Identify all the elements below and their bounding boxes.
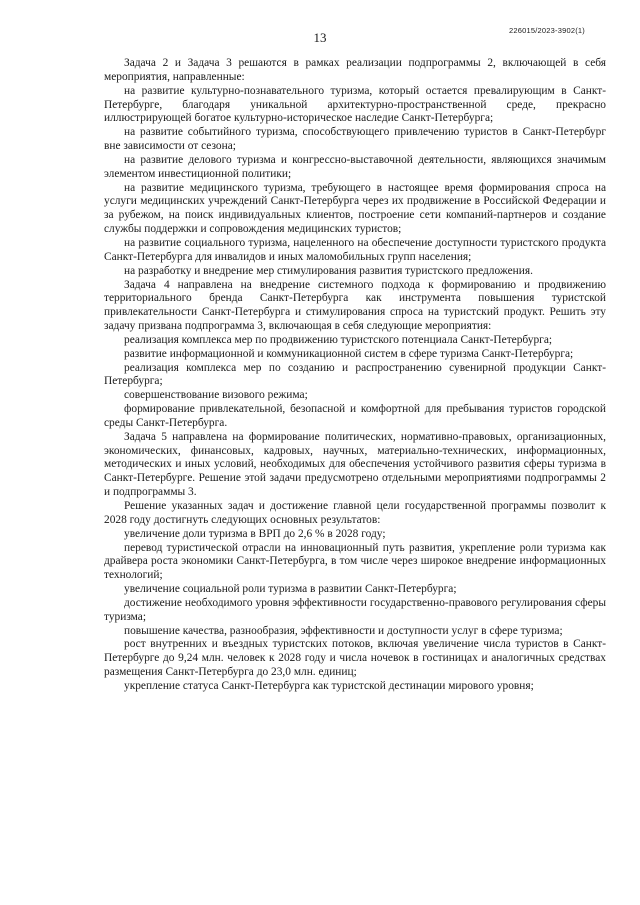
paragraph: совершенствование визового режима; [124,389,308,402]
paragraph: Задача 5 направлена на формирование политических, нормативно-правовых, организационных, экономических, финансовых, кадровых, научных, материально-технических, информационных, методических и иных условий, необходимых для обеспечения устойчивого развития сферы туризма в Санкт-Петербурге. Решение этой задачи предусмотрено отдельными мероприятиями подпрограммы 2 и подпрограммы 3. [104,430,606,499]
paragraph: укрепление статуса Санкт-Петербурга как туристской дестинации мирового уровня; [124,679,534,692]
paragraph: Задача 4 направлена на внедрение системного подхода к формированию и продвижению территориального бренда Санкт-Петербурга как инструмента повышения туристской привлекательности Санкт-Петербурга и стимулирования спроса на туристский продукт. Решить эту задачу призвана подпрограмма 3, включающая в себя следующие мероприятия: [104,278,606,333]
paragraph: на развитие культурно-познавательного туризма, который остается превалирующим в Санкт-Петербурге, благодаря уникальной архитектурно-пространственной среде, прекрасно иллюстрирующей богатое культурно-историческое наследие Санкт-Петербурга; [104,84,606,125]
paragraph: формирование привлекательной, безопасной и комфортной для пребывания туристов городской среды Санкт-Петербурга. [104,403,606,429]
paragraph: увеличение социальной роли туризма в развитии Санкт-Петербурга; [124,583,457,596]
paragraph: увеличение доли туризма в ВРП до 2,6 % в 2028 году; [124,527,386,540]
paragraph: повышение качества, разнообразия, эффективности и доступности услуг в сфере туризма; [124,624,563,637]
paragraph: развитие информационной и коммуникационной систем в сфере туризма Санкт-Петербурга; [124,347,574,360]
paragraph: Решение указанных задач и достижение главной цели государственной программы позволит к 2028 году достигнуть следующих основных результатов: [104,500,606,526]
paragraph: на развитие социального туризма, нацеленного на обеспечение доступности туристского продукта Санкт-Петербурга для инвалидов и иных маломобильных групп населения; [104,236,606,263]
paragraph: на развитие делового туризма и конгрессно-выставочной деятельности, являющихся значимым элементом инвестиционной политики; [104,153,606,180]
paragraph: на развитие медицинского туризма, требующего в настоящее время формирования спроса на услуги медицинских учреждений Санкт-Петербурга через их продвижение в Российской Федерации и за рубежом, на поиск индивидуальных клиентов, построение сети компаний-партнеров и создание службы поддержки и сопровождения медицинских туристов; [104,181,606,236]
page-number: 13 [313,30,327,45]
paragraph: реализация комплекса мер по продвижению туристского потенциала Санкт-Петербурга; [124,333,553,346]
paragraph: на развитие событийного туризма, способствующего привлечению туристов в Санкт-Петербург вне зависимости от сезона; [104,126,606,153]
document-code: 226015/2023-3902(1) [509,26,585,35]
paragraph: на разработку и внедрение мер стимулирования развития туристского предложения. [124,264,533,277]
paragraph: перевод туристической отрасли на инновационный путь развития, укрепление роли туризма как драйвера роста экономики Санкт-Петербурга, в том числе через широкое внедрение информационных технологий; [104,541,606,582]
document-body [104,57,606,694]
paragraph: Задача 2 и Задача 3 решаются в рамках реализации подпрограммы 2, включающей в себя мероприятия, направленные: [104,57,606,83]
paragraph: реализация комплекса мер по созданию и распространению сувенирной продукции Санкт-Петербурга; [104,361,606,388]
paragraph: достижение необходимого уровня эффективности государственно-правового регулирования сферы туризма; [104,596,606,623]
paragraph: рост внутренних и въездных туристских потоков, включая увеличение числа туристов в Санкт-Петербурге до 9,24 млн. человек к 2028 году и числа ночевок в гостиницах и аналогичных средствах размещения Санкт-Петербурга до 23,0 млн. единиц; [104,638,606,679]
